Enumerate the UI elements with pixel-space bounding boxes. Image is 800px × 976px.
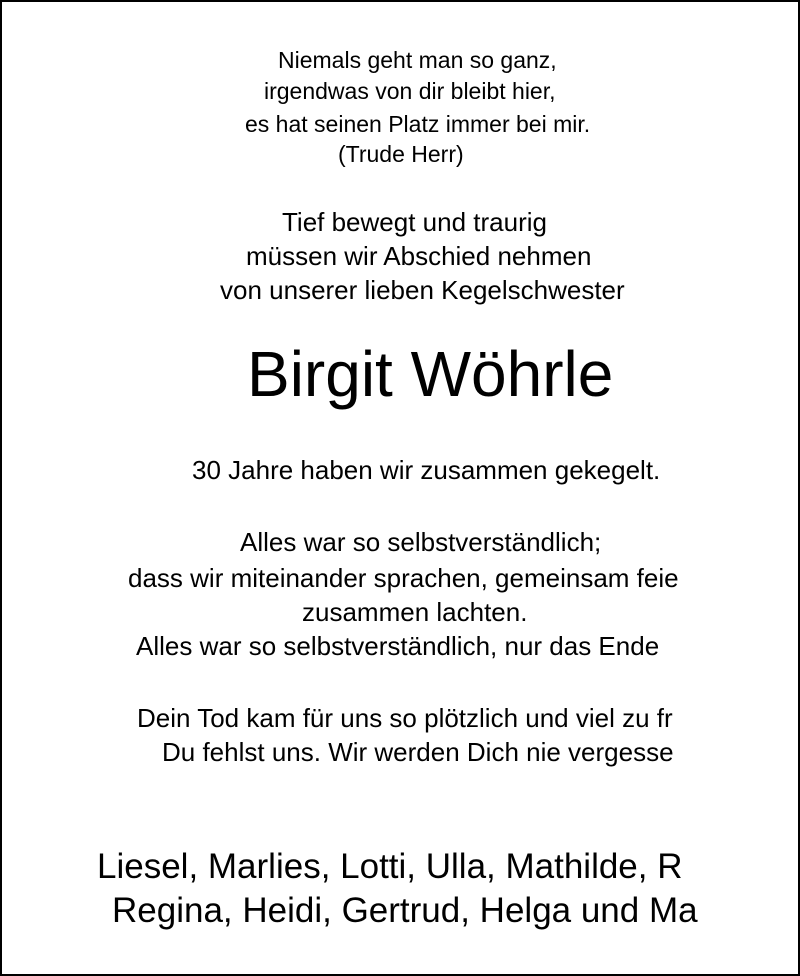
poem-line-2: irgendwas von dir bleibt hier,	[264, 78, 556, 104]
body-line-3: dass wir miteinander sprachen, gemeinsam feie	[128, 563, 679, 593]
body-line-6: Dein Tod kam für uns so plötzlich und viel zu fr	[137, 703, 673, 733]
body-line-4: zusammen lachten.	[302, 597, 528, 627]
body-line-5: Alles war so selbstverständlich, nur das Ende	[136, 631, 660, 661]
intro-line-1: Tief bewegt und traurig	[282, 207, 547, 237]
body-line-7: Du fehlst uns. Wir werden Dich nie vergesse	[162, 737, 674, 767]
signatures-line-1: Liesel, Marlies, Lotti, Ulla, Mathilde, R	[97, 847, 683, 886]
intro-line-3: von unserer lieben Kegelschwester	[220, 275, 625, 305]
signatures-line-2: Regina, Heidi, Gertrud, Helga und Ma	[112, 891, 698, 930]
poem-line-3: es hat seinen Platz immer bei mir.	[245, 111, 591, 137]
intro-line-2: müssen wir Abschied nehmen	[246, 241, 592, 271]
body-line-1: 30 Jahre haben wir zusammen gekegelt.	[192, 455, 661, 485]
poem-author: (Trude Herr)	[338, 141, 464, 167]
poem-line-1: Niemals geht man so ganz,	[278, 47, 557, 73]
deceased-name: Birgit Wöhrle	[247, 338, 614, 410]
body-line-2: Alles war so selbstverständlich;	[240, 527, 602, 557]
